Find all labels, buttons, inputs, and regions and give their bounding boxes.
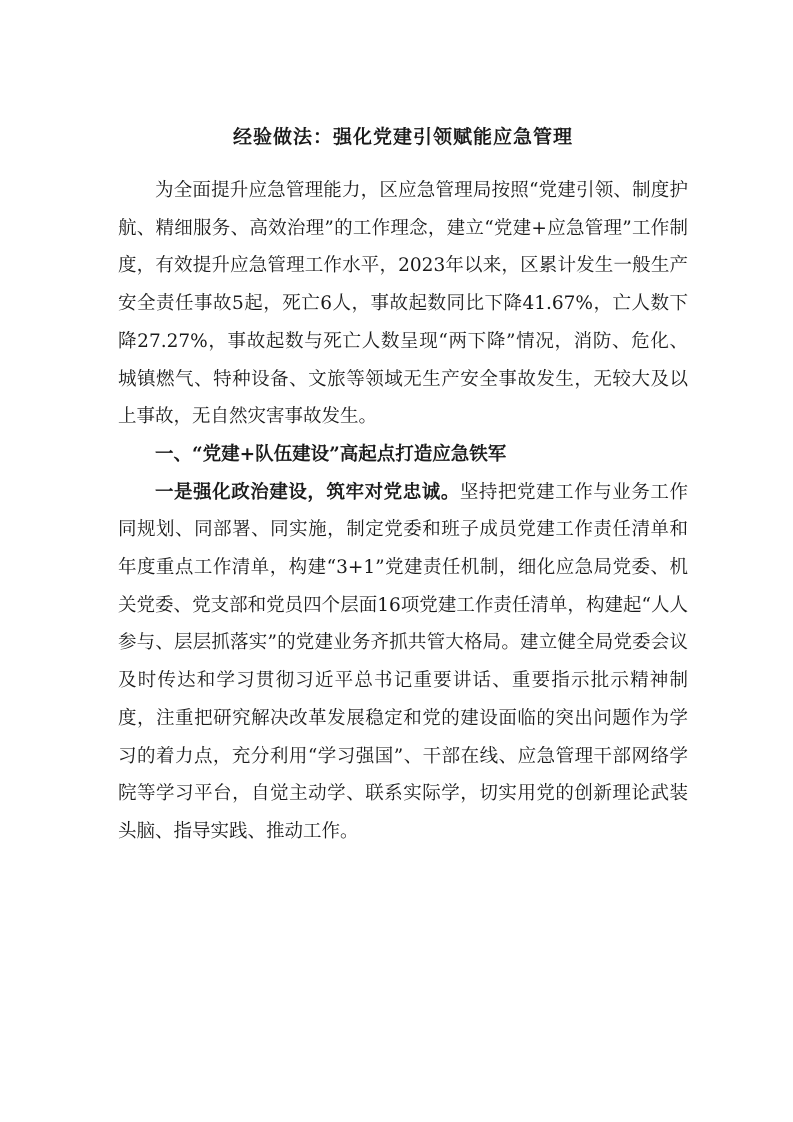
point-paragraph — [118, 474, 688, 851]
point-body: 坚持把党建工作与业务工作同规划、同部署、同实施，制定党委和班子成员党建工作责任清单和年度重点工作清单，构建“3+1”党建责任机制，细化应急局党委、机关党委、党支部和党员四个层面16项党建工作责任清单，构建起“人人参与、层层抓落实”的党建业务齐抓共管大格局。建立健全局党委会议及时传达和学习贯彻习近平总书记重要讲话、重要指示批示精神制度，注重把研究解决改革发展稳定和党的建设面临的突出问题作为学习的着力点，充分利用“学习强国”、干部在线、应急管理干部网络学院等学习平台，自觉主动学、联系实际学，切实用党的创新理论武装头脑、指导实践、推动工作。 — [118, 481, 688, 842]
document-page — [118, 118, 688, 851]
point-lead: 一是强化政治建设，筑牢对党忠诚。 — [155, 481, 460, 503]
section-heading: 一、“党建+队伍建设”高起点打造应急铁军 — [155, 443, 507, 465]
intro-paragraph: 为全面提升应急管理能力，区应急管理局按照“党建引领、制度护航、精细服务、高效治理”的工作理念，建立“党建+应急管理”工作制度，有效提升应急管理工作水平，2023年以来，区累计发生一般生产安全责任事故5起，死亡6人，事故起数同比下降41.67%，亡人数下降27.27%，事故起数与死亡人数呈现“两下降”情况，消防、危化、城镇燃气、特种设备、文旅等领域无生产安全事故发生，无较大及以上事故，无自然灾害事故发生。 — [118, 180, 688, 428]
document-title: 经验做法：强化党建引领赋能应急管理 — [232, 126, 573, 148]
